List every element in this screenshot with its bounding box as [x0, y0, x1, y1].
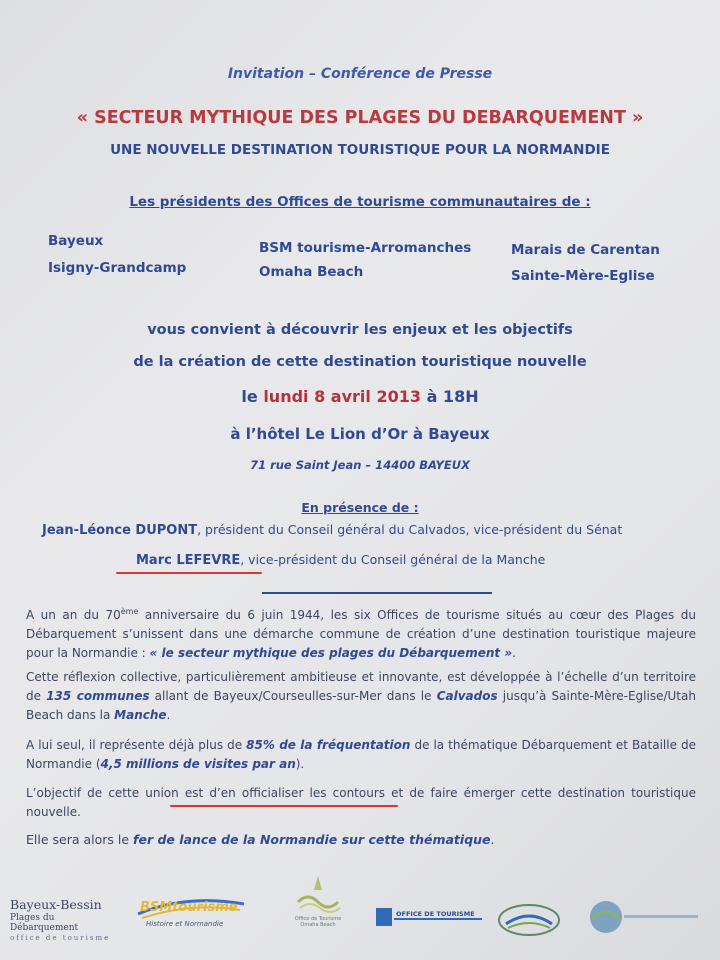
- p3-highlight-frequentation: 85% de la fréquentation: [246, 738, 411, 752]
- p3-highlight-visits: 4,5 millions de visites par an: [100, 757, 296, 771]
- separator-line: [262, 592, 492, 594]
- p2-highlight-calvados: Calvados: [436, 689, 498, 703]
- p2-end: .: [166, 708, 171, 722]
- p1-text-a: A un an du 70: [26, 608, 121, 622]
- paragraph-2: [26, 668, 696, 725]
- closing-highlight: fer de lance de la Normandie sur cette thématique: [133, 832, 491, 847]
- p1-end: .: [512, 646, 516, 660]
- invite-line-2: de la création de cette destination touristique nouvelle: [133, 354, 587, 370]
- p2-highlight-manche: Manche: [114, 708, 167, 722]
- p2-text-b: allant de Bayeux/Courseulles-sur-Mer dans le: [154, 689, 432, 703]
- closing-end: .: [490, 832, 495, 847]
- paragraph-3: [26, 736, 696, 774]
- office-carentan: Marais de Carentan: [511, 242, 660, 258]
- bsm-tourisme-logo: [136, 892, 248, 934]
- guest-name: Jean-Léonce DUPONT: [42, 523, 198, 538]
- bayeux-bessin-logo: [10, 897, 122, 942]
- handwritten-underline: [116, 572, 262, 574]
- office-omaha: Omaha Beach: [259, 264, 364, 280]
- office-bayeux: Bayeux: [48, 233, 104, 249]
- p1-text-b: anniversaire du 6 juin 1944, les six Offices de tourisme situés au cœur des Plages du Débarquement s’unissent dans une démarche commune de création d’une destination touristique majeure pour la Normandie :: [26, 608, 696, 660]
- globe-emblem-icon: [584, 895, 704, 941]
- guest-name: Marc LEFEVRE: [136, 553, 241, 568]
- date-prefix: le: [241, 387, 258, 406]
- office-sainte-mere: Sainte-Mère-Eglise: [511, 268, 655, 284]
- p3-text-b: de la thématique Débarquement et Bataille de Normandie (: [26, 738, 696, 771]
- wave-emblem-icon: [288, 872, 348, 916]
- guest-role: , président du Conseil général du Calvados, vice-président du Sénat: [197, 522, 623, 537]
- invitation-heading: Invitation – Conférence de Presse: [227, 66, 493, 82]
- logo-text: OFFICE DE TOURISME: [396, 910, 475, 918]
- closing-line: [26, 832, 495, 847]
- venue-line: à l’hôtel Le Lion d’Or à Bayeux: [230, 425, 490, 443]
- guest-lefevre: [136, 552, 545, 568]
- presidents-heading: Les présidents des Offices de tourisme communautaires de :: [129, 194, 591, 210]
- guest-role: , vice-président du Conseil général de la Manche: [240, 552, 546, 567]
- p3-end: ).: [295, 757, 305, 771]
- guest-dupont: [42, 522, 622, 538]
- logo-text: Histoire et Normandie: [146, 920, 224, 928]
- p2-text-a: Cette réflexion collective, particulièrement ambitieuse et innovante, est développée à l’échelle d’un territoire de: [26, 670, 696, 703]
- event-date: lundi 8 avril 2013: [263, 387, 421, 406]
- paragraph-1: [26, 602, 696, 663]
- p1-highlight: « le secteur mythique des plages du Débarquement »: [149, 646, 513, 660]
- handwritten-underline: [170, 805, 398, 807]
- logo-text: BSMtourisme: [140, 900, 238, 915]
- main-title: « SECTEUR MYTHIQUE DES PLAGES DU DEBARQUEMENT »: [76, 108, 644, 128]
- office-bsm: BSM tourisme-Arromanches: [259, 240, 472, 256]
- logo-text: office de tourisme: [10, 934, 111, 942]
- p3-text-a: A lui seul, il représente déjà plus de: [26, 738, 243, 752]
- paragraph-4: L’objectif de cette union est d’en officialiser les contours et de faire émerger cette destination touristique nouvelle.: [26, 786, 696, 819]
- carentan-logo: [374, 904, 484, 930]
- sainte-mere-eglise-logo: [584, 895, 704, 941]
- main-subtitle: UNE NOUVELLE DESTINATION TOURISTIQUE POUR LA NORMANDIE: [110, 142, 610, 158]
- invite-line-1: vous convient à découvrir les enjeux et les objectifs: [147, 322, 573, 338]
- closing-text: Elle sera alors le: [26, 832, 130, 847]
- p2-highlight-communes: 135 communes: [46, 689, 150, 703]
- date-line: [0, 387, 720, 406]
- logo-text: Bayeux-Bessin: [10, 897, 102, 912]
- p1-sup: ème: [120, 607, 139, 616]
- event-time: à 18H: [426, 387, 479, 406]
- logo-text: Office de Tourisme Omaha Beach: [294, 916, 342, 928]
- logo-text: Plages du Débarquement: [10, 913, 79, 933]
- address-line: 71 rue Saint Jean – 14400 BAYEUX: [250, 458, 470, 472]
- circle-emblem-icon: [494, 902, 564, 938]
- presence-heading: En présence de :: [301, 500, 419, 515]
- p2-text-c: jusqu’à Sainte-Mère-Eglise/Utah Beach dans la: [26, 689, 696, 722]
- omaha-beach-logo: [288, 872, 348, 942]
- office-isigny: Isigny-Grandcamp: [48, 260, 187, 276]
- isigny-grandcamp-logo: [494, 902, 564, 938]
